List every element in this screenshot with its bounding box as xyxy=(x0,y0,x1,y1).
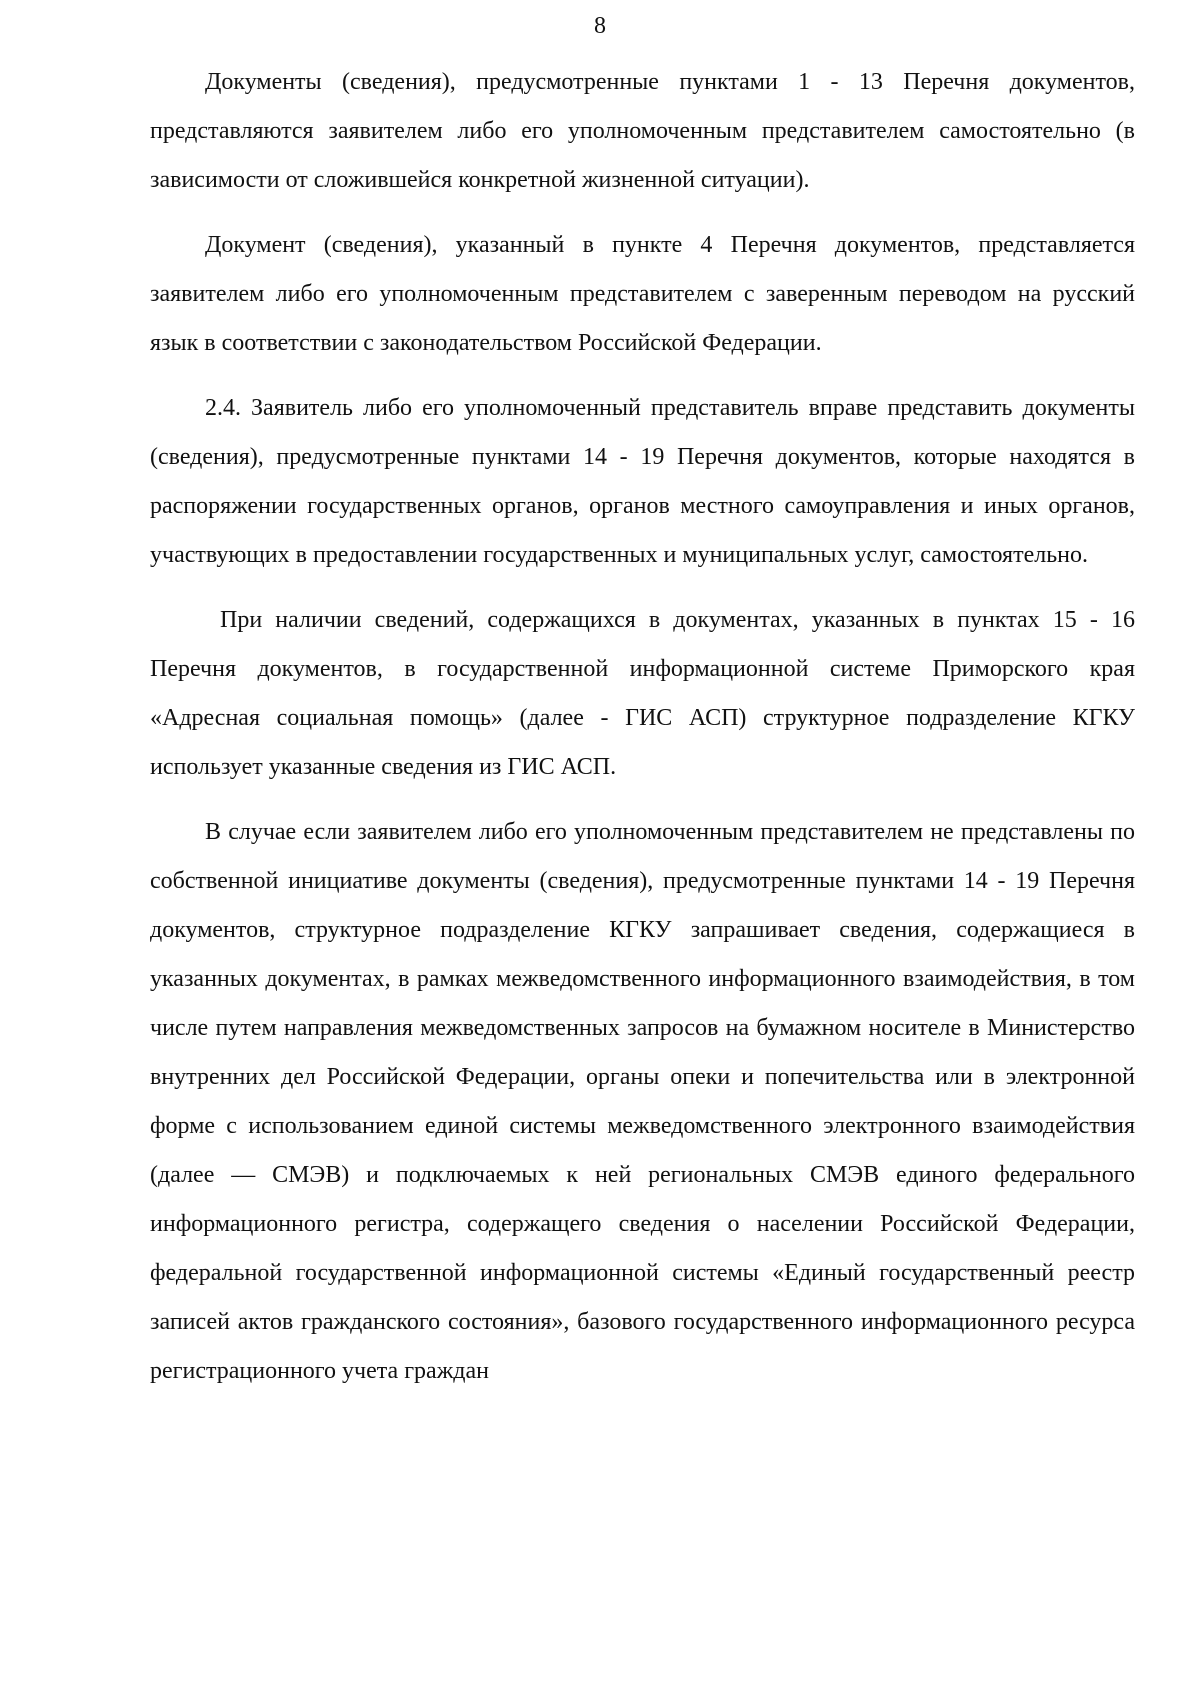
document-body xyxy=(150,58,1135,1412)
page-number: 8 xyxy=(594,13,606,39)
paragraph-document-item-4: Документ (сведения), указанный в пункте 4 Перечня документов, представляется заявителем либо его уполномоченным представителем с заверенным переводом на русский язык в соответствии с законодательством Российской Федерации. xyxy=(150,232,1135,356)
paragraph-gis-asp: При наличии сведений, содержащихся в документах, указанных в пунктах 15 - 16 Перечня документов, в государственной информационной системе Приморского края «Адресная социальная помощь» (далее - ГИС АСП) структурное подразделение КГКУ использует указанные сведения из ГИС АСП. xyxy=(150,607,1135,780)
paragraph-section-2-4: 2.4. Заявитель либо его уполномоченный представитель вправе представить документы (сведения), предусмотренные пунктами 14 - 19 Перечня документов, которые находятся в распоряжении государственных органов, органов местного самоуправления и иных органов, участвующих в предоставлении государственных и муниципальных услуг, самостоятельно. xyxy=(150,395,1135,568)
paragraph-interagency-requests: В случае если заявителем либо его уполномоченным представителем не представлены по собственной инициативе документы (сведения), предусмотренные пунктами 14 - 19 Перечня документов, структурное подразделение КГКУ запрашивает сведения, содержащиеся в указанных документах, в рамках межведомственного информационного взаимодействия, в том числе путем направления межведомственных запросов на бумажном носителе в Министерство внутренних дел Российской Федерации, органы опеки и попечительства или в электронной форме с использованием единой системы межведомственного электронного взаимодействия (далее — СМЭВ) и подключаемых к ней региональных СМЭВ единого федерального информационного регистра, содержащего сведения о населении Российской Федерации, федеральной государственной информационной системы «Единый государственный реестр записей актов гражданского состояния», базового государственного информационного ресурса регистрационного учета граждан xyxy=(150,819,1135,1384)
paragraph-documents-1-13: Документы (сведения), предусмотренные пунктами 1 - 13 Перечня документов, представляются заявителем либо его уполномоченным представителем самостоятельно (в зависимости от сложившейся конкретной жизненной ситуации). xyxy=(150,69,1135,193)
